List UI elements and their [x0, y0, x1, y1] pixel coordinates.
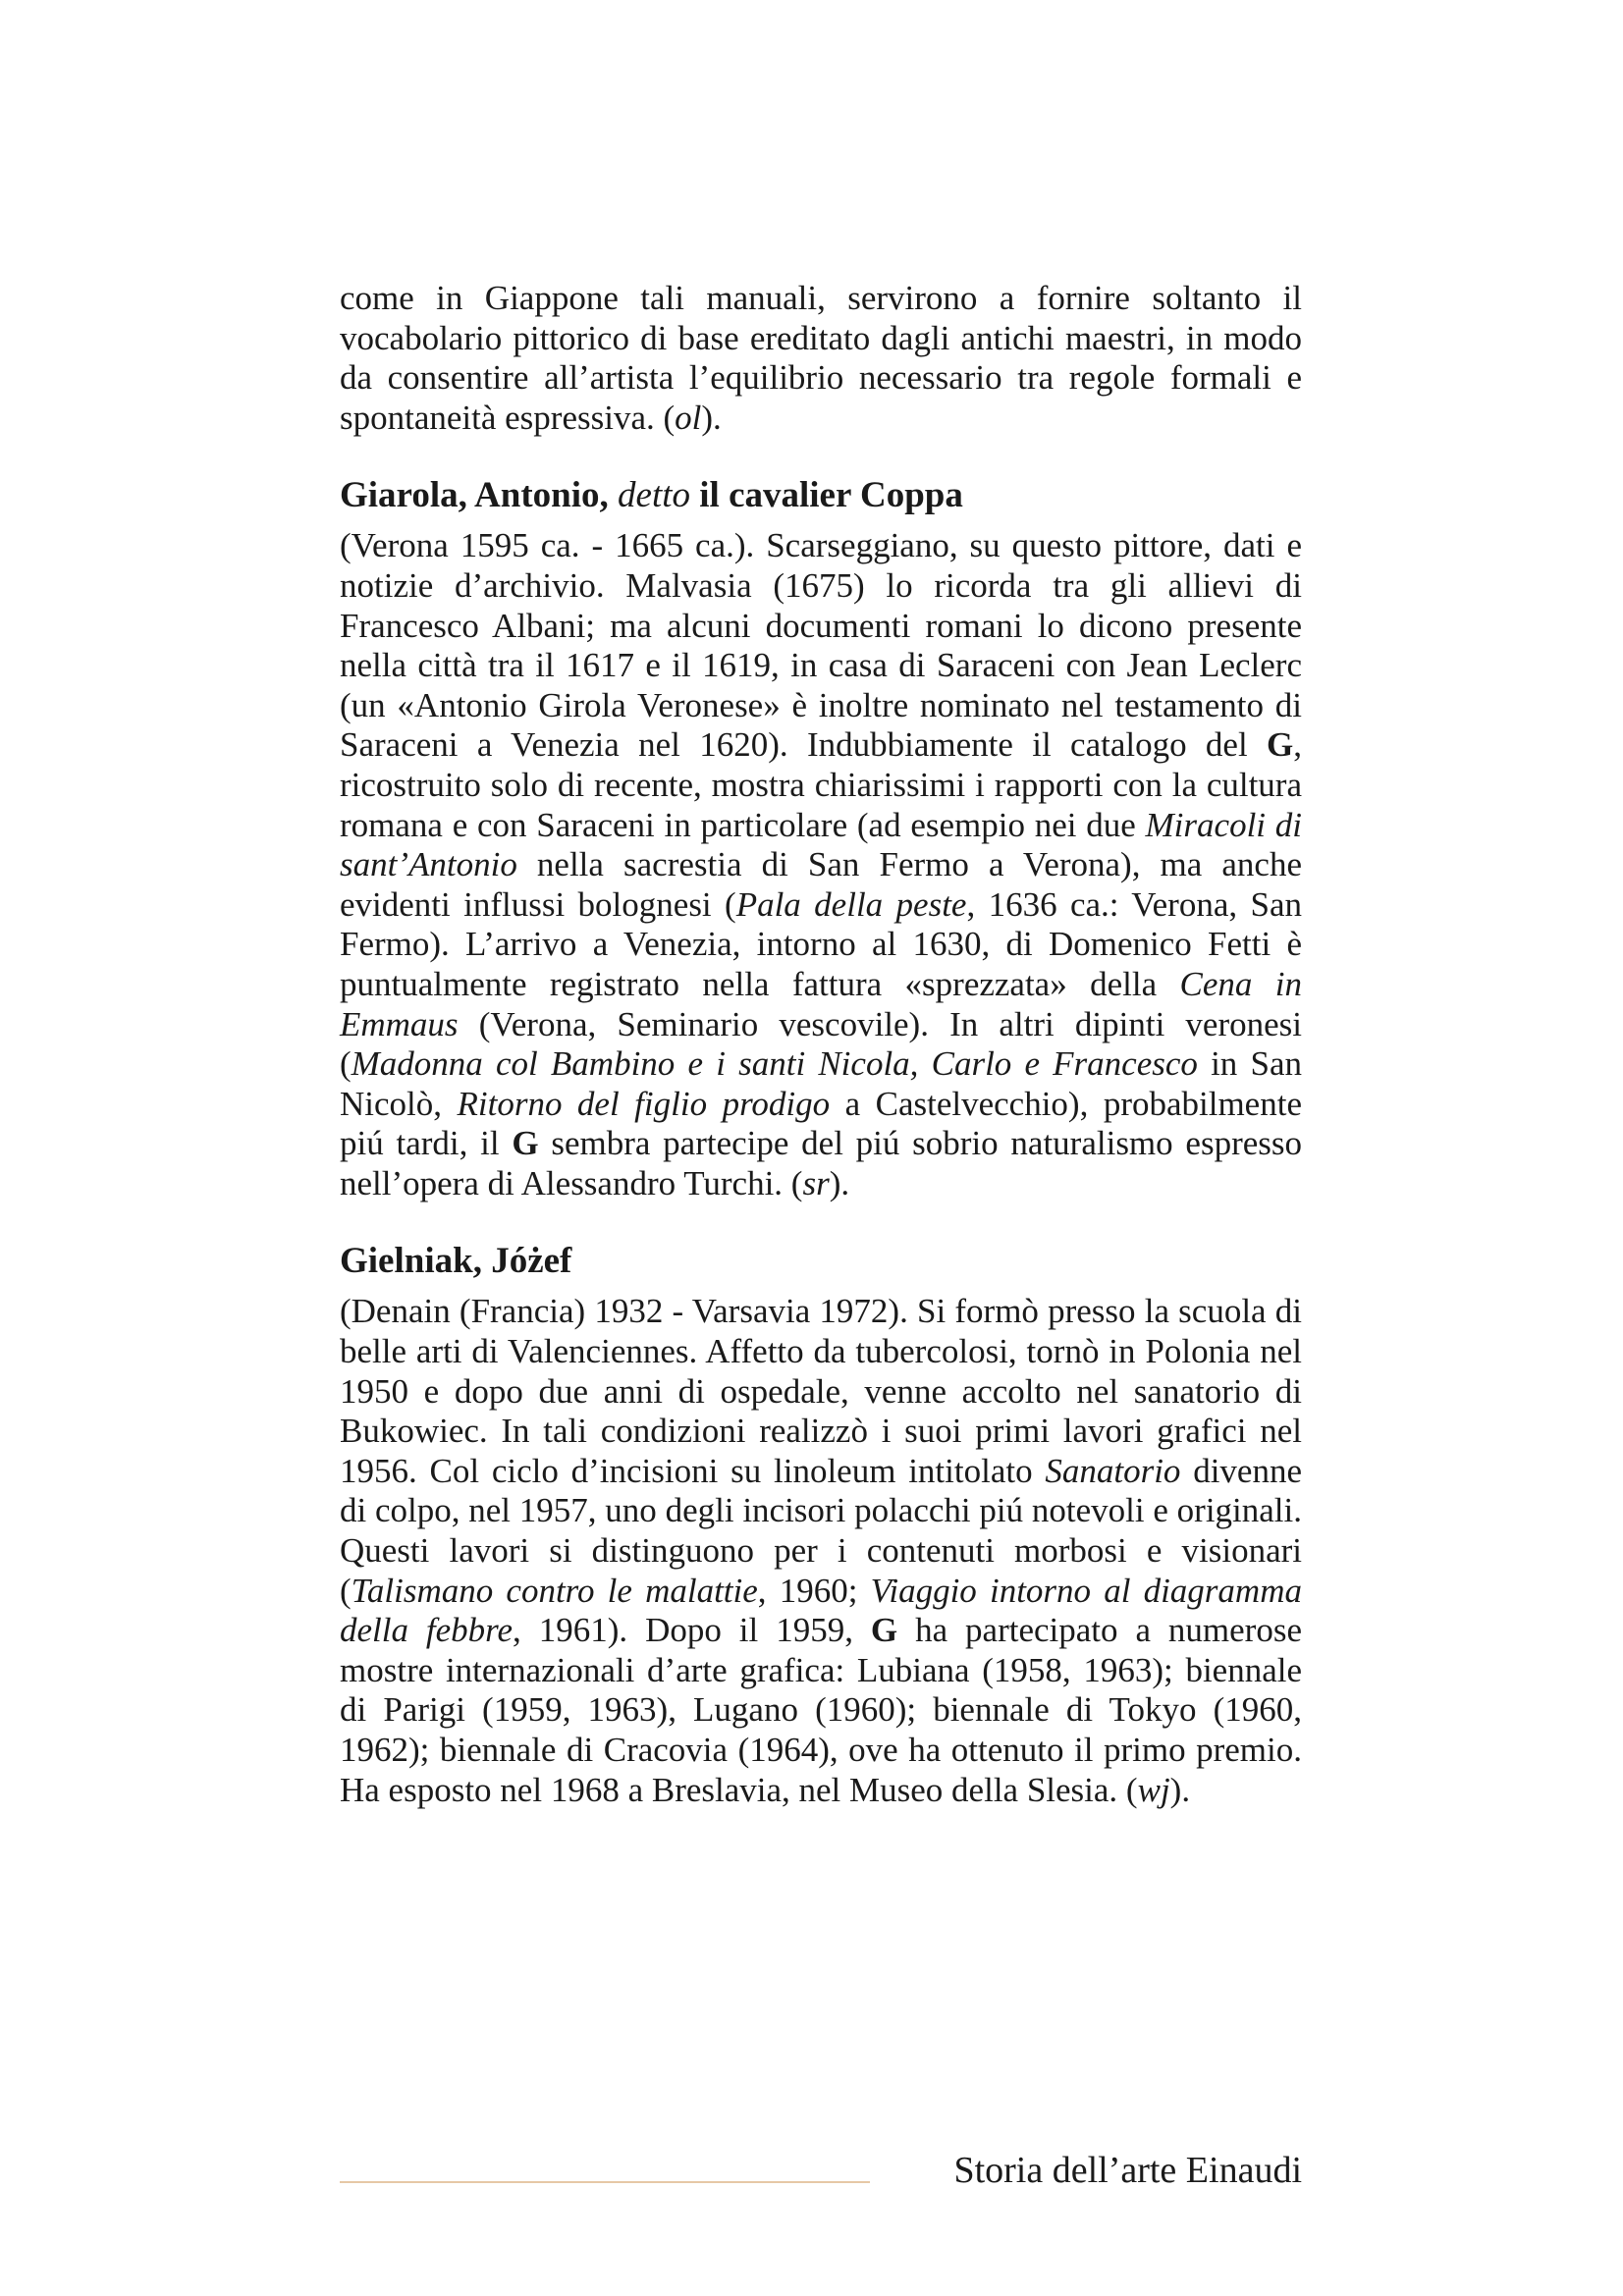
entry-text: in San Nicolò,: [340, 1044, 1302, 1123]
entry-gielniak: [340, 1239, 1302, 1810]
entry-text: ha partecipato a numerose mostre internazionali d’arte grafica: Lubiana (1958, 1963); biennale di Parigi (1959, 1963), Lugano (1960); biennale di Tokyo (1960, 1962); biennale di Cracovia (1964), ove ha ottenuto il primo premio. Ha esposto nel 1968 a Breslavia, nel Museo della Slesia. (: [340, 1611, 1302, 1809]
entry-text: divenne di colpo, nel 1957, uno degli incisori polacchi piú notevoli e originali. Questi lavori si distinguono per i contenuti morbosi e visionari (: [340, 1451, 1302, 1610]
entry-end: ).: [1169, 1770, 1191, 1809]
entry-text: nella sacrestia di San Fermo a Verona), ma anche evidenti influssi bolognesi (: [340, 845, 1302, 924]
entry-text: (Verona, Seminario vescovile). In altri dipinti veronesi (: [340, 1004, 1302, 1084]
entry-alias: il cavalier Coppa: [690, 475, 963, 516]
entry-text: a Castelvecchio), probabilmente piú tardi, il: [340, 1084, 1302, 1163]
artwork-title: Madonna col Bambino e i santi Nicola, Carlo e Francesco: [351, 1044, 1198, 1084]
footer-publisher: Storia dell’arte Einaudi: [953, 2150, 1302, 2191]
entry-heading: Gielniak, Jóżef: [340, 1241, 572, 1282]
entry-detto: detto: [618, 475, 691, 516]
entry-giarola: [340, 473, 1302, 1203]
artwork-title: Cena in Emmaus: [340, 964, 1303, 1043]
artwork-title: Sanatorio: [1045, 1451, 1181, 1490]
intro-end: ).: [701, 398, 722, 437]
artwork-title: Pala della peste: [735, 884, 967, 924]
artwork-title: Viaggio intorno al diagramma della febbre: [340, 1571, 1302, 1650]
entry-initial: G: [1267, 725, 1294, 765]
intro-text: come in Giappone tali manuali, servirono a fornire soltanto il vocabolario pittorico di base ereditato dagli antichi maestri, in modo da consentire all’artista l’equilibrio necessario tra regole formali e spontaneità espressiva. (: [340, 279, 1302, 437]
entry-text: (Denain (Francia) 1932 - Varsavia 1972). Si formò presso la scuola di belle arti di Valenciennes. Affetto da tubercolosi, tornò in Polonia nel 1950 e dopo due anni di ospedale, venne accolto nel sanatorio di Bukowiec. In tali condizioni realizzò i suoi primi lavori grafici nel 1956. Col ciclo d’incisioni su linoleum intitolato: [340, 1292, 1302, 1490]
entry-heading: [340, 473, 1302, 518]
artwork-title: Ritorno del figlio prodigo: [457, 1084, 831, 1123]
entry-text: , 1961). Dopo il 1959,: [513, 1611, 871, 1650]
entry-text: , 1636 ca.: Verona, San Fermo). L’arrivo a Venezia, intorno al 1630, di Domenico Fetti è puntualmente registrato nella fattura «sprezzata» della: [340, 884, 1302, 1003]
artwork-title: Talismano contro le malattie: [351, 1571, 758, 1610]
entry-initial: G: [512, 1124, 539, 1163]
footer-rule: [340, 2181, 870, 2183]
entry-body: [340, 526, 1302, 1203]
entry-body: [340, 1292, 1302, 1810]
entry-text: , 1960;: [757, 1571, 871, 1610]
entry-text: (Verona 1595 ca. - 1665 ca.). Scarseggiano, su questo pittore, dati e notizie d’archivio. Malvasia (1675) lo ricorda tra gli allievi di Francesco Albani; ma alcuni documenti romani lo dicono presente nella città tra il 1617 e il 1619, in casa di Saraceni con Jean Leclerc (un «Antonio Girola Veronese» è inoltre nominato nel testamento di Saraceni a Venezia nel 1620). Indubbiamente il catalogo del: [340, 526, 1302, 765]
author-signature: wj: [1137, 1770, 1170, 1809]
author-signature: ol: [675, 398, 702, 437]
page-footer: [340, 2130, 1302, 2189]
text-column: [340, 279, 1302, 1810]
entry-initial: G: [870, 1611, 898, 1650]
author-signature: sr: [802, 1163, 830, 1202]
intro-paragraph: [340, 279, 1302, 438]
entry-end: ).: [829, 1163, 850, 1202]
artwork-title: Miracoli di sant’Antonio: [340, 805, 1302, 884]
entry-text: sembra partecipe del piú sobrio naturalismo espresso nell’opera di Alessandro Turchi. (: [340, 1124, 1303, 1202]
entry-text: , ricostruito solo di recente, mostra chiarissimi i rapporti con la cultura romana e con Saraceni in particolare (ad esempio nei due: [340, 725, 1302, 844]
entry-name: Giarola, Antonio,: [340, 475, 619, 516]
